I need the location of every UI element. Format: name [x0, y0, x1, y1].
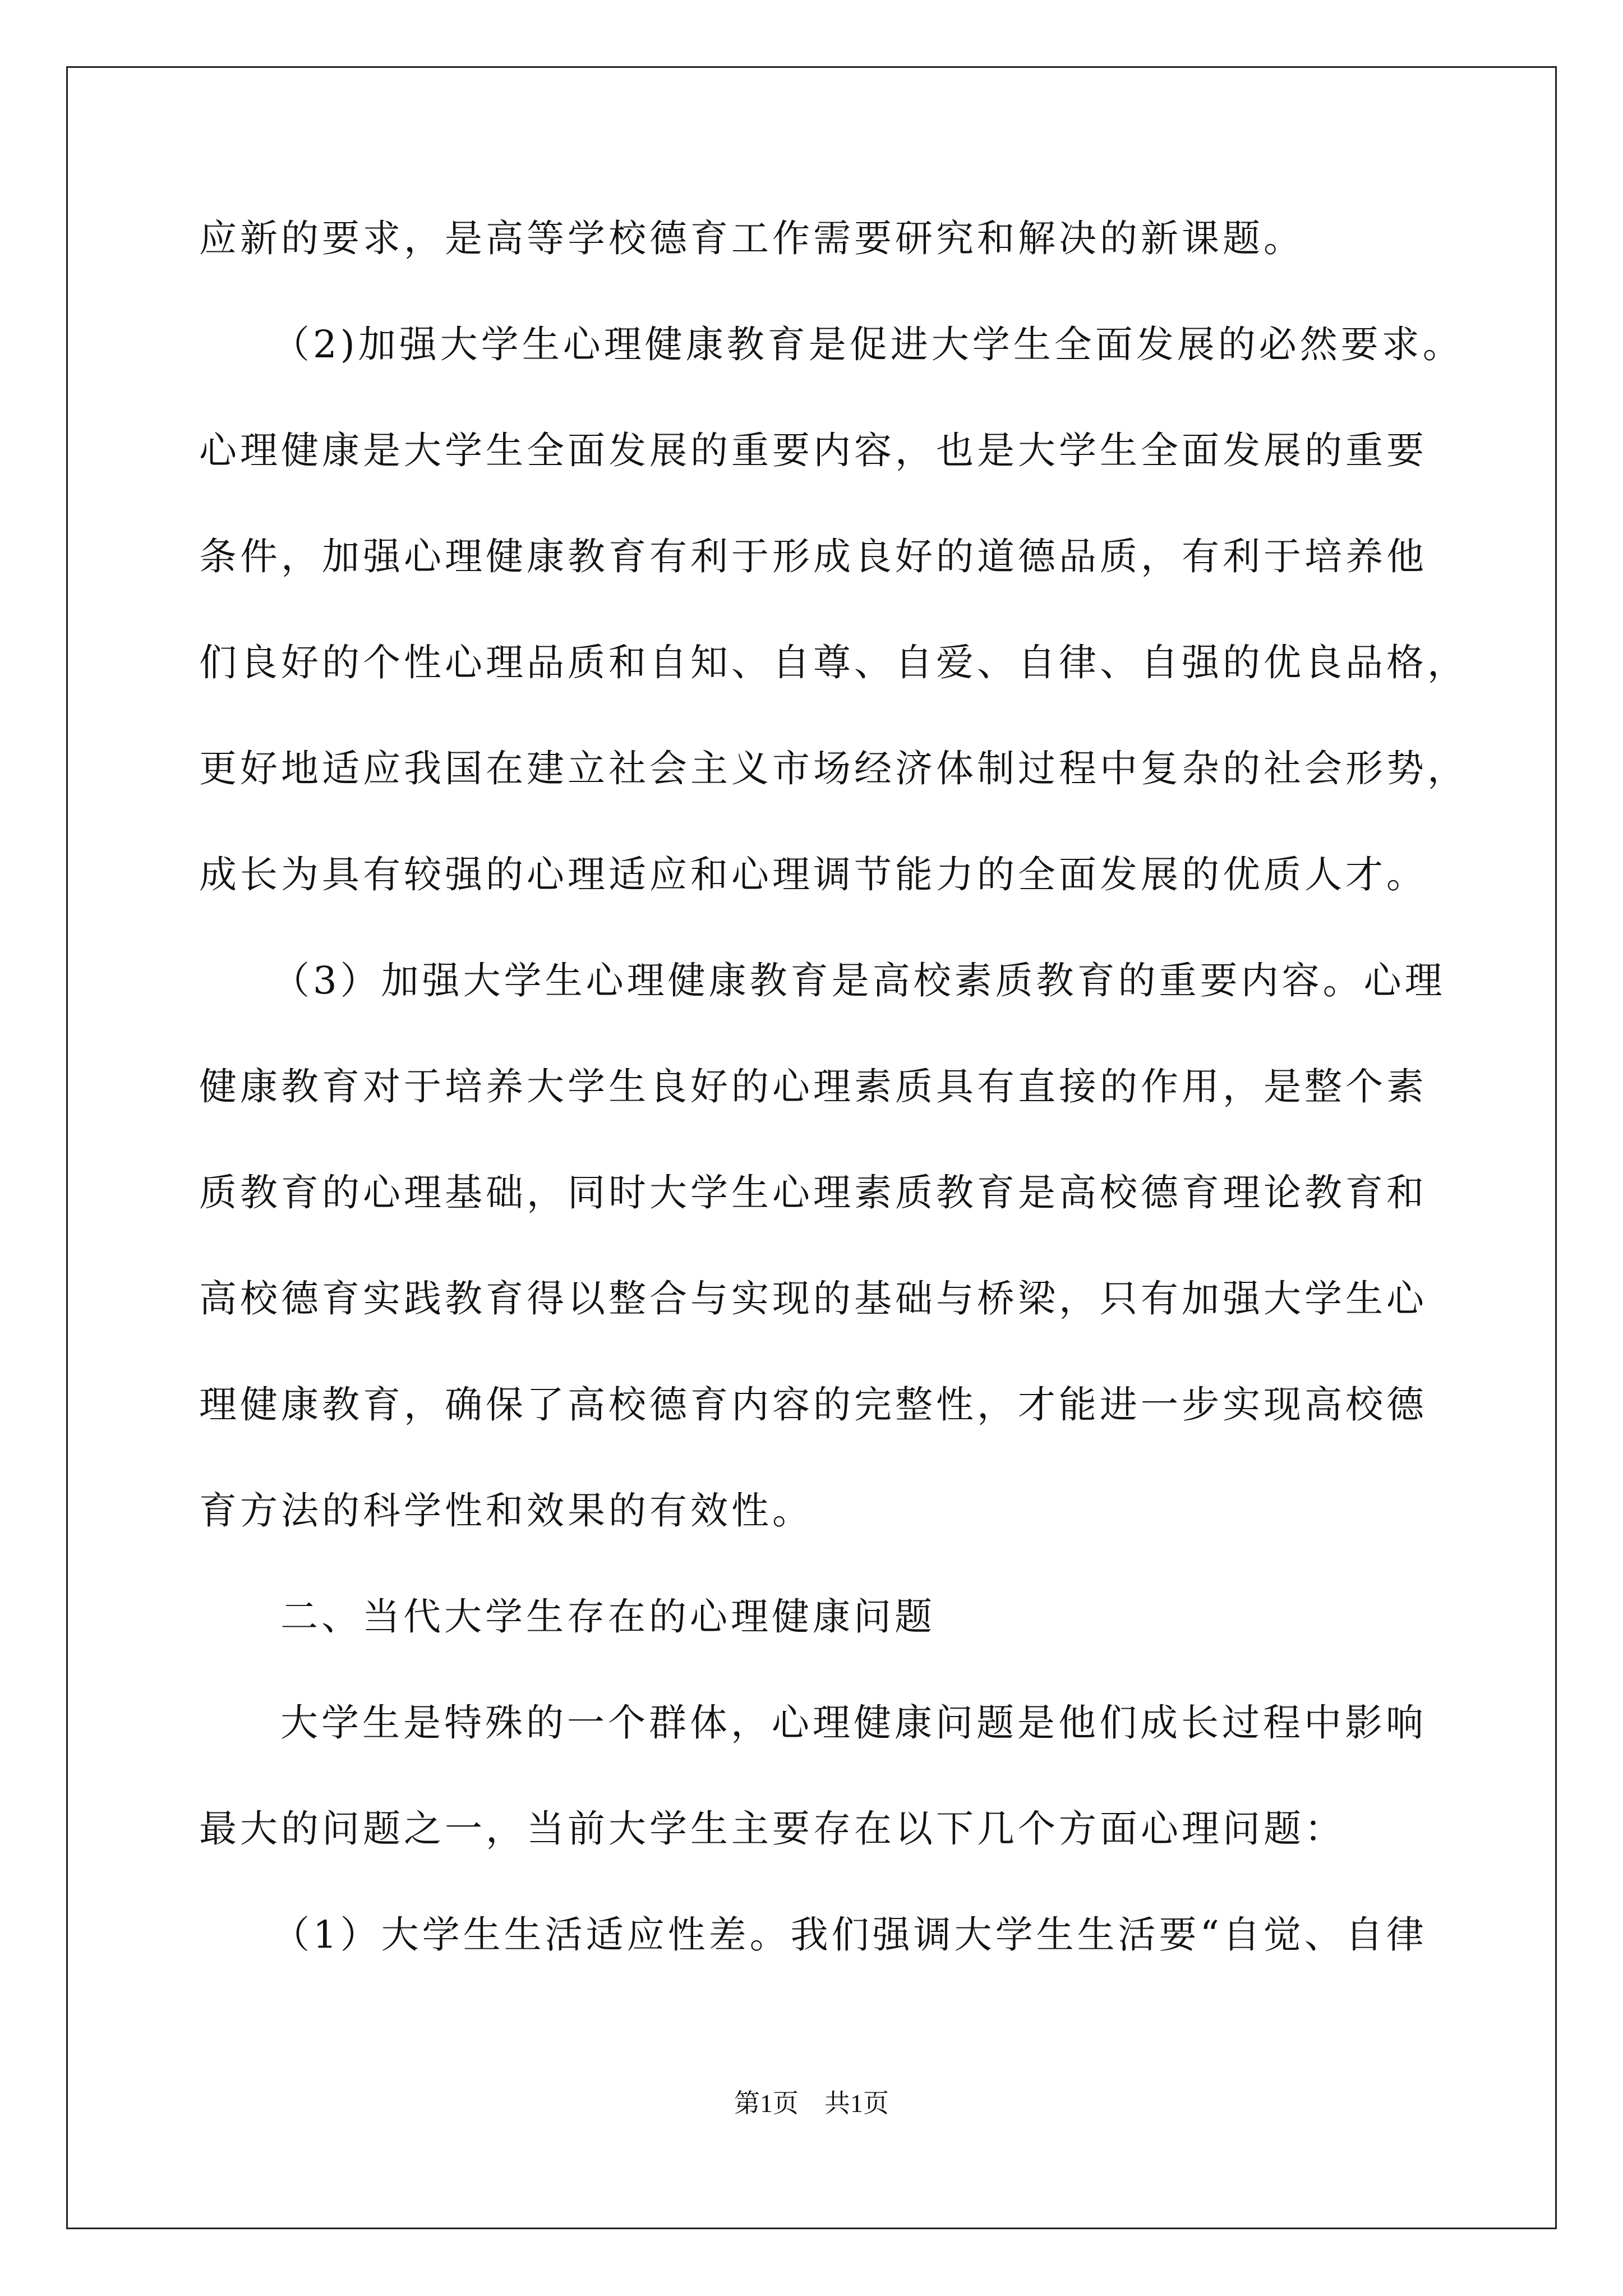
- text-line: （3）加强大学生心理健康教育是高校素质教育的重要内容。心理: [272, 959, 1446, 1002]
- text-line: 应新的要求，是高等学校德育工作需要研究和解决的新课题。: [199, 217, 1304, 260]
- page-number-footer: 第1页 共1页: [734, 2089, 889, 2118]
- section-heading: 二、当代大学生存在的心理健康问题: [280, 1595, 935, 1639]
- text-line: 心理健康是大学生全面发展的重要内容，也是大学生全面发展的重要: [199, 429, 1427, 472]
- text-line: 大学生是特殊的一个群体，心理健康问题是他们成长过程中影响: [280, 1701, 1427, 1745]
- text-line: 最大的问题之一，当前大学生主要存在以下几个方面心理问题：: [199, 1807, 1345, 1851]
- text-line: 更好地适应我国在建立社会主义市场经济体制过程中复杂的社会形势，: [199, 747, 1468, 790]
- text-line: 理健康教育，确保了高校德育内容的完整性，才能进一步实现高校德: [199, 1383, 1427, 1427]
- text-line: 高校德育实践教育得以整合与实现的基础与桥梁，只有加强大学生心: [199, 1277, 1427, 1320]
- text-line: 们良好的个性心理品质和自知、自尊、自爱、自律、自强的优良品格，: [199, 641, 1468, 684]
- text-line: 育方法的科学性和效果的有效性。: [199, 1489, 813, 1533]
- page-border: [66, 66, 1557, 2229]
- text-line: （1）大学生生活适应性差。我们强调大学生生活要“自觉、自律: [272, 1913, 1427, 1957]
- text-line: 条件，加强心理健康教育有利于形成良好的道德品质，有利于培养他: [199, 535, 1427, 578]
- text-line: 健康教育对于培养大学生良好的心理素质具有直接的作用，是整个素: [199, 1065, 1427, 1108]
- text-line: （2)加强大学生心理健康教育是促进大学生全面发展的必然要求。: [272, 323, 1464, 366]
- text-line: 质教育的心理基础，同时大学生心理素质教育是高校德育理论教育和: [199, 1171, 1427, 1214]
- text-line: 成长为具有较强的心理适应和心理调节能力的全面发展的优质人才。: [199, 853, 1427, 896]
